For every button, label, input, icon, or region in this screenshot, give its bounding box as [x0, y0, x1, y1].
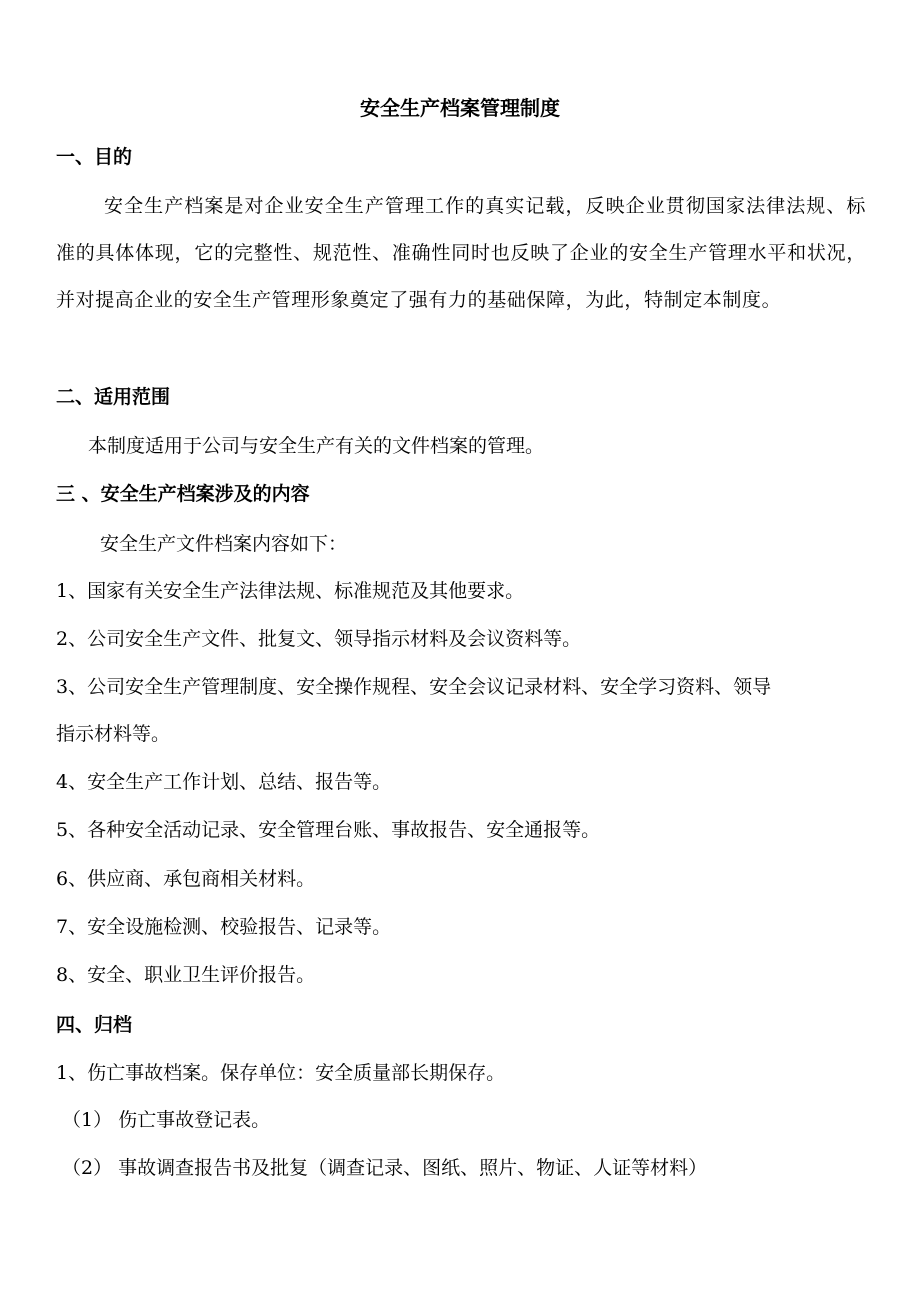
list-item: 2、公司安全生产文件、批复文、领导指示材料及会议资料等。	[56, 628, 582, 650]
section-heading-purpose: 一、目的	[56, 146, 133, 168]
archiving-sub-item: （1） 伤亡事故登记表。	[62, 1109, 271, 1131]
archiving-item: 1、伤亡事故档案。保存单位：安全质量部长期保存。	[56, 1062, 506, 1084]
purpose-paragraph: 安全生产档案是对企业安全生产管理工作的真实记载，反映企业贯彻国家法律法规、标准的具体体现，它的完整性、规范性、准确性同时也反映了企业的安全生产管理水平和状况，并对提高企业的安全生产管理形象奠定了强有力的基础保障，为此，特制定本制度。	[56, 195, 866, 311]
document-title: 安全生产档案管理制度	[360, 96, 560, 120]
list-item: 4、安全生产工作计划、总结、报告等。	[56, 771, 392, 793]
list-item: 7、安全设施检测、校验报告、记录等。	[56, 916, 392, 938]
scope-paragraph: 本制度适用于公司与安全生产有关的文件档案的管理。	[88, 435, 545, 457]
list-item: 8、安全、职业卫生评价报告。	[56, 964, 316, 986]
list-item: 5、各种安全活动记录、安全管理台账、事故报告、安全通报等。	[56, 819, 601, 841]
section-heading-scope: 二、适用范围	[56, 386, 171, 408]
list-item: 6、供应商、承包商相关材料。	[56, 868, 316, 890]
list-item: 1、国家有关安全生产法律法规、标准规范及其他要求。	[56, 580, 525, 602]
list-item: 3、公司安全生产管理制度、安全操作规程、安全会议记录材料、安全学习资料、领导	[56, 676, 772, 698]
archiving-sub-item: （2） 事故调查报告书及批复（调查记录、图纸、照片、物证、人证等材料）	[62, 1157, 708, 1179]
section-heading-archiving: 四、归档	[56, 1014, 133, 1036]
section-heading-contents: 三 、安全生产档案涉及的内容	[56, 483, 310, 505]
list-item-continuation: 指示材料等。	[56, 723, 171, 745]
contents-intro: 安全生产文件档案内容如下：	[100, 533, 348, 555]
